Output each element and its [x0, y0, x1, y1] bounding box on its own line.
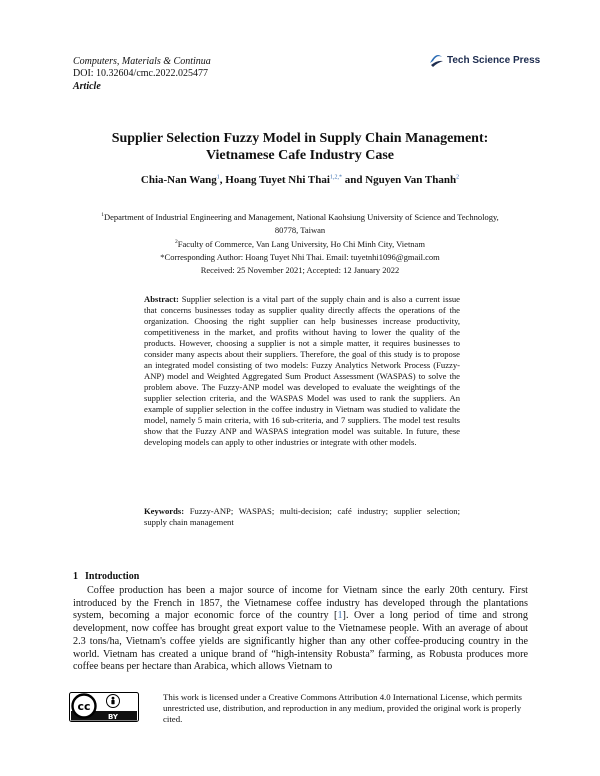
affiliation-text: 80778, Taiwan [274, 225, 326, 236]
by-label: BY [107, 713, 119, 721]
abstract-label: Abstract: [144, 294, 179, 304]
publisher-name: Tech Science Press [447, 54, 541, 66]
author-affiliation-mark: 1,2,* [329, 174, 342, 181]
affiliation-line [60, 223, 540, 236]
keywords [144, 506, 460, 528]
section-heading [73, 571, 139, 582]
keywords-text: Fuzzy-ANP; WASPAS; multi-decision; café industry; supplier selection; supply chain management [144, 506, 460, 527]
journal-name: Computers, Materials & Continua [73, 56, 211, 67]
author-list [80, 174, 520, 186]
corresponding-author-text[interactable]: *Corresponding Author: Hoang Tuyet Nhi Thai. Email: tuyetnhi1096@gmail.com [160, 251, 440, 262]
paragraph-text: ]. Over a long period of time and strong development, now coffee has brought great export value to the Vietnamese people. With an average of about 2.3 tons/ha, Vietnam's coffee yields are significantly higher than any other coffee-producing country in the world. Vietnam has created a unique brand of “high-intensity Robusta” farming, as Robusta produces more coffee beans per hectare than Arabica, which allows Vietnam to [73, 610, 528, 673]
received-dates [60, 263, 540, 276]
abstract-text: Supplier selection is a vital part of the supply chain and is also a current issue that concerns businesses today as supplier quality directly affects the operations of the organization. Choosing the right supplier can help businesses increase productivity, competitiveness in the market, and profits without having to lower the quality of the products. However, choosing a supplier is not a simple matter, it requires businesses to consider many aspects about their suppliers. Therefore, the goal of this study is to propose an integrated model consisting of two models: Fuzzy Analytics Network Process (Fuzzy-ANP) model and Weighted Aggregated Sum Product Assessment (WASPAS) to solve the problem above. The Fuzzy-ANP model was developed to evaluate the weightings of the supplier selection criteria, and the WASPAS Model was used to rank the suppliers. An example of supplier selection in the coffee industry in Vietnam was studied to validate the model, namely 5 main criteria, with 16 sub-criteria, and 7 suppliers. The model test results show that the Fuzzy ANP and WASPAS integration model was suitable. In future, these developing models can apply to other industries or integrate with other models. [144, 294, 460, 447]
introduction-paragraph [73, 585, 528, 674]
paragraph-text: Coffee production has been a major source of income for Vietnam since the early 20th century. First introduced by the French in 1857, the Vietnamese coffee industry has developed through the plantations system, becoming a major economic force of the country [ [73, 585, 528, 622]
paper-title: Supplier Selection Fuzzy Model in Supply Chain Management: Vietnamese Cafe Industry Case [111, 131, 489, 163]
author-name[interactable]: Chia-Nan Wang [140, 174, 217, 186]
author-separator: , [219, 174, 226, 186]
affiliations [60, 210, 540, 277]
affiliation-line [60, 237, 540, 250]
section-title: Introduction [85, 571, 140, 582]
received-dates-text: Received: 25 November 2021; Accepted: 12 January 2022 [200, 265, 400, 276]
tech-science-press-logo-icon [428, 52, 444, 68]
corresponding-author [60, 250, 540, 263]
affiliation-mark: 2 [175, 238, 178, 245]
cc-icon: cc [77, 700, 91, 714]
author-affiliation-mark: 2 [456, 174, 460, 181]
attribution-person-icon [111, 697, 114, 704]
citation-link[interactable]: 1 [337, 610, 343, 622]
publisher-logo [428, 51, 540, 69]
author-name[interactable]: Nguyen Van Thanh [365, 174, 457, 186]
author-affiliation-mark: 1 [216, 174, 220, 181]
abstract [144, 294, 460, 448]
author-separator: and [341, 174, 366, 186]
section-number: 1 [73, 571, 78, 582]
affiliation-text: Faculty of Commerce, Van Lang University, Ho Chi Minh City, Vietnam [177, 238, 425, 249]
affiliation-mark: 1 [101, 212, 104, 218]
affiliation-text: Department of Industrial Engineering and Management, National Kaohsiung University of Science and Technology, [103, 211, 499, 222]
affiliation-line [60, 210, 540, 223]
keywords-label: Keywords: [144, 506, 185, 516]
doi-link[interactable]: DOI: 10.32604/cmc.2022.025477 [73, 68, 208, 79]
cc-by-license-badge[interactable] [69, 692, 139, 722]
article-type: Article [73, 81, 101, 92]
author-name[interactable]: Hoang Tuyet Nhi Thai [225, 174, 330, 186]
license-text: This work is licensed under a Creative Commons Attribution 4.0 International License, which permits unrestricted use, distribution, and reproduction in any medium, provided the original work is properly cited. [163, 692, 522, 724]
